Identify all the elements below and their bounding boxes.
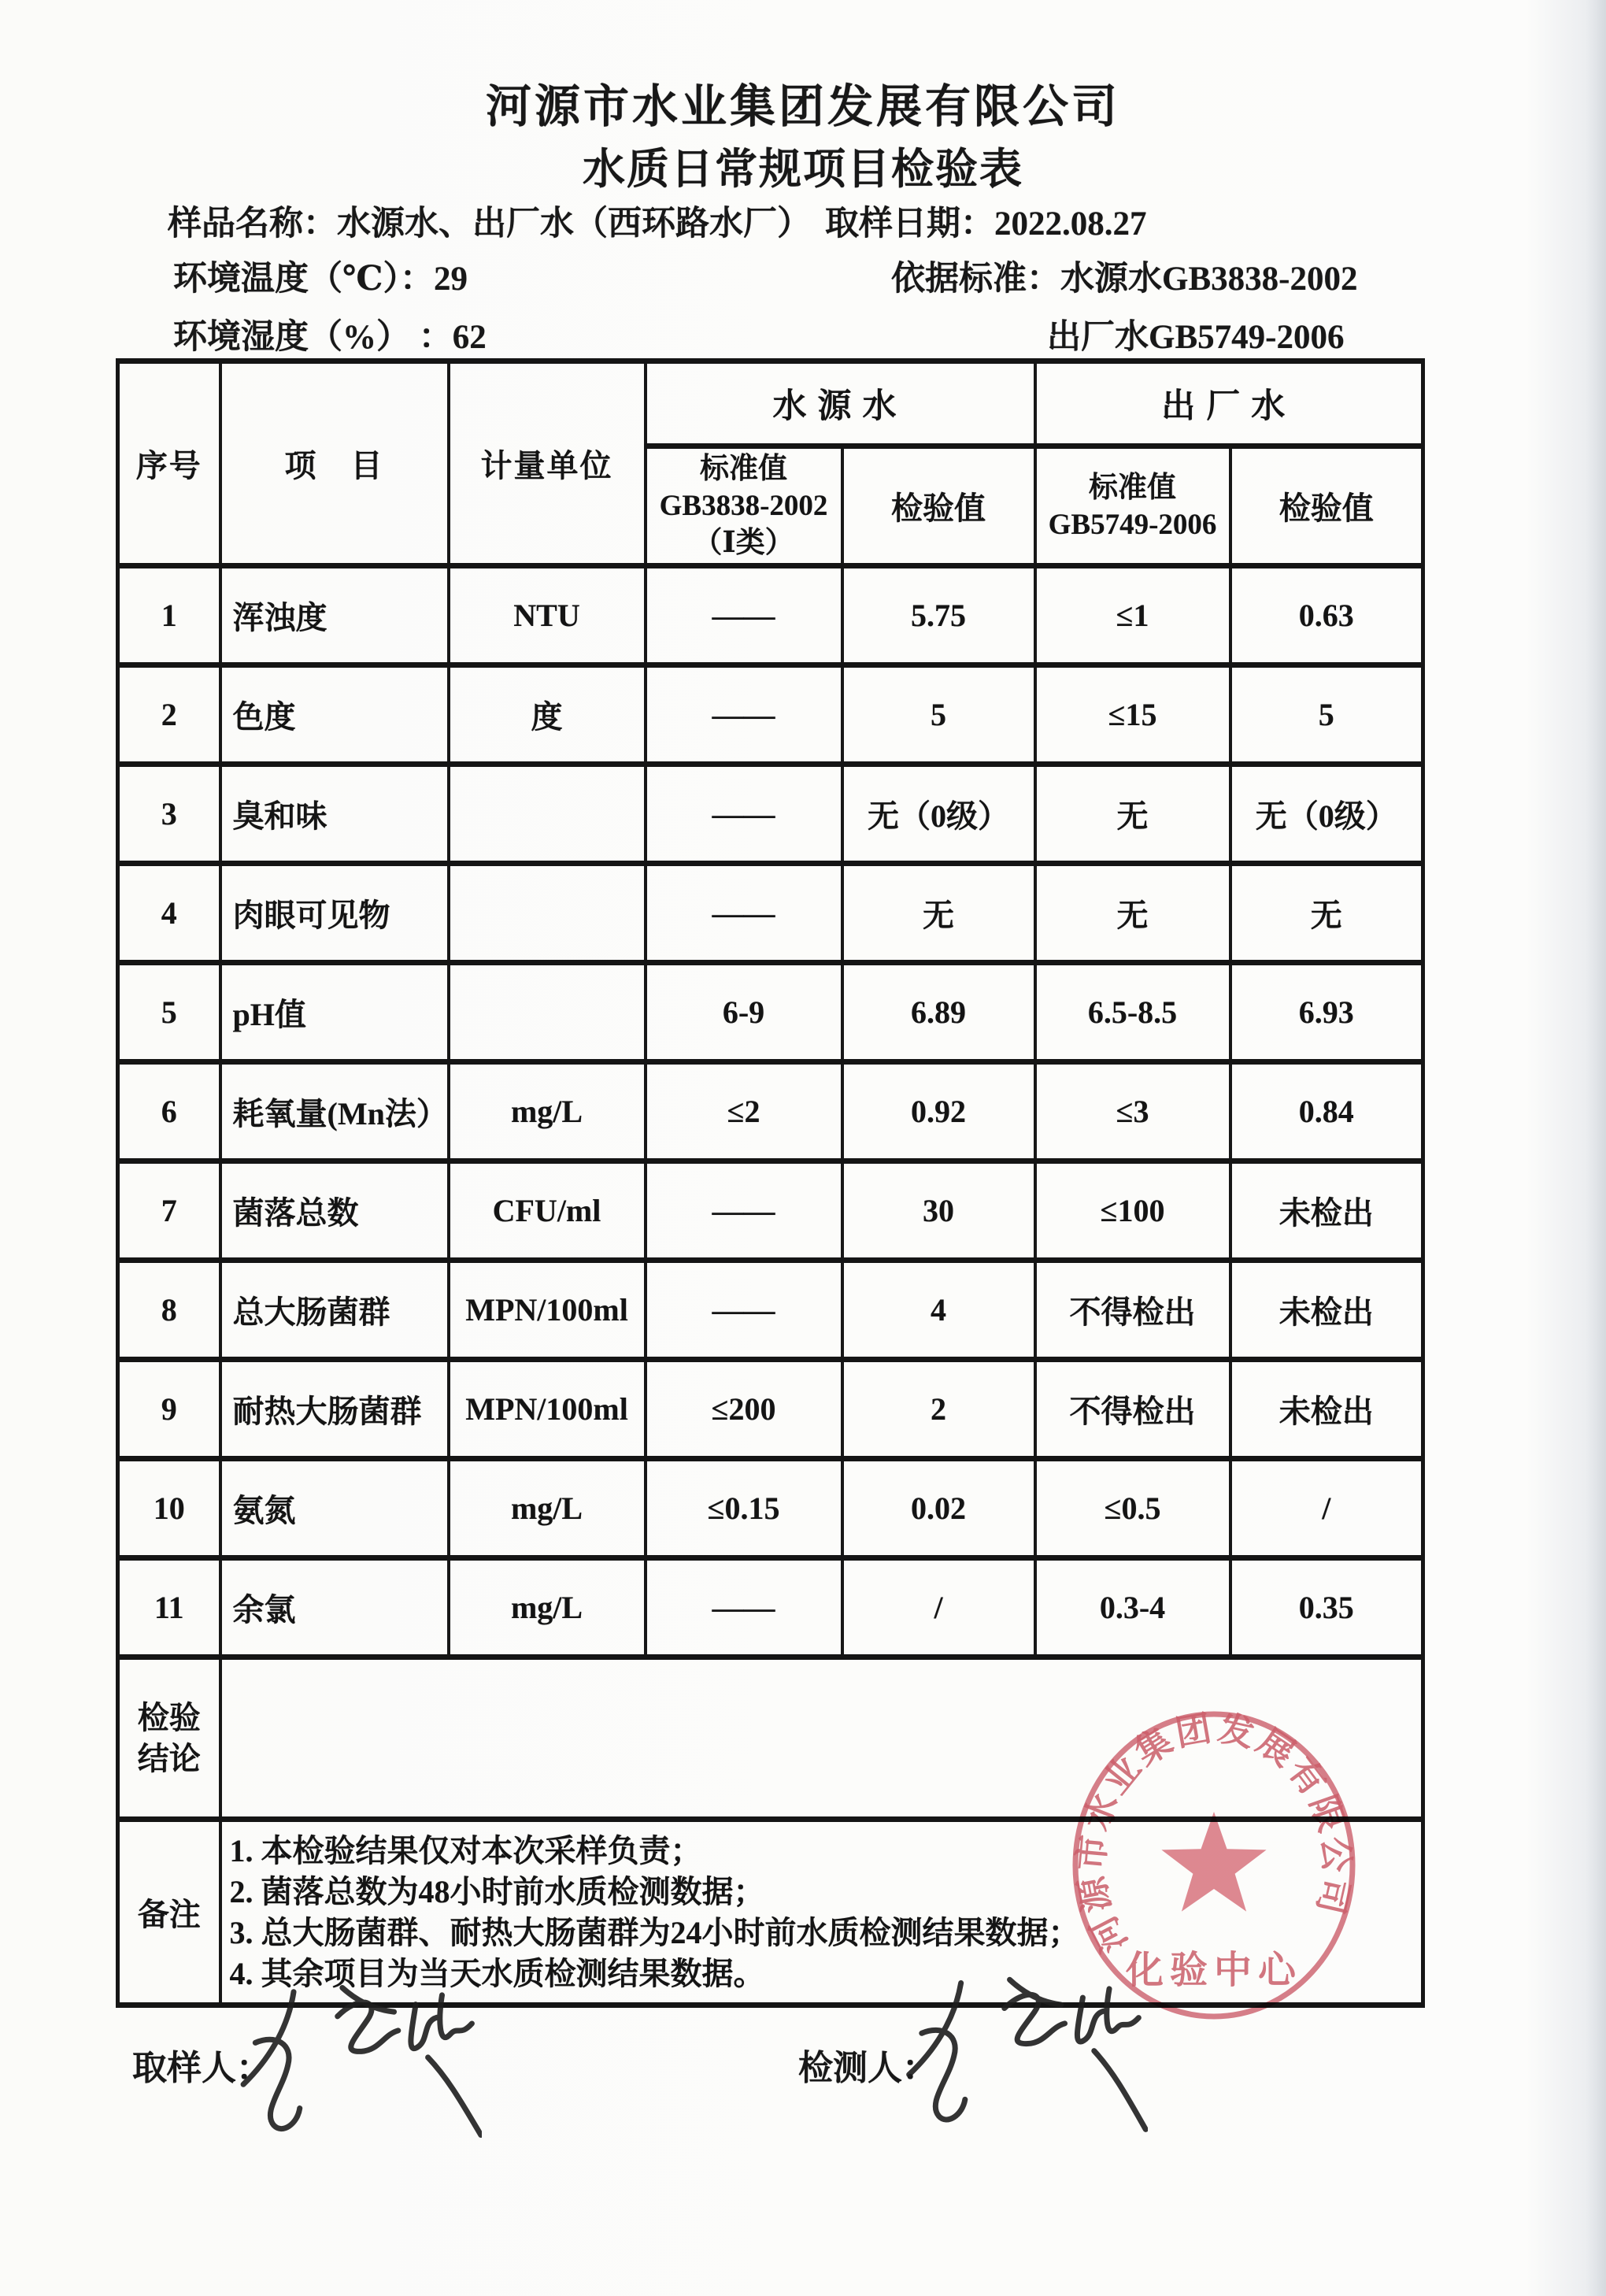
standard-class-label: （Ⅰ类）	[693, 527, 794, 559]
row-no: 10	[118, 1459, 220, 1558]
table-header-row-1	[118, 361, 1423, 446]
row-item: 耐热大肠菌群	[220, 1360, 449, 1459]
row-std-source: ——	[646, 1161, 842, 1261]
row-unit: CFU/ml	[449, 1161, 646, 1261]
row-std-source: ——	[646, 1261, 842, 1360]
table-row	[118, 1261, 1423, 1360]
row-unit: mg/L	[449, 1459, 646, 1558]
row-val-source: 2	[842, 1360, 1035, 1459]
standard-value-label: 标准值	[700, 453, 787, 485]
row-no: 6	[118, 1062, 220, 1161]
table-row	[118, 1062, 1423, 1161]
conclusion-label-line1: 检验	[137, 1699, 201, 1735]
sample-date-label: 取样日期：2022.08.27	[825, 206, 1147, 243]
row-std-source: ——	[646, 1558, 842, 1657]
row-std-source: ≤0.15	[646, 1459, 842, 1558]
standard-value-label: 标准值	[1089, 471, 1176, 504]
row-no: 7	[118, 1161, 220, 1261]
row-val-source: 0.02	[842, 1459, 1035, 1558]
header-outflow-water: 出厂水	[1035, 361, 1423, 446]
row-val-source: 5	[842, 665, 1035, 765]
standard-code-gb5749: GB5749-2006	[1048, 508, 1217, 541]
row-unit: 度	[449, 665, 646, 765]
row-val-outflow: 未检出	[1230, 1360, 1423, 1459]
basis-standard-label: 依据标准：水源水GB3838-2002	[891, 261, 1358, 298]
header-standard-outflow	[1035, 446, 1230, 566]
tester-label: 检测人：	[798, 2049, 937, 2087]
row-val-outflow: 5	[1230, 665, 1423, 765]
row-val-outflow: 0.63	[1230, 566, 1423, 665]
row-std-source: 6-9	[646, 963, 842, 1062]
header-source-water: 水源水	[646, 361, 1035, 446]
remarks-label: 备注	[118, 1820, 220, 2005]
row-no: 8	[118, 1261, 220, 1360]
row-unit: NTU	[449, 566, 646, 665]
row-item: 总大肠菌群	[220, 1261, 449, 1360]
row-unit	[449, 864, 646, 963]
row-unit: mg/L	[449, 1062, 646, 1161]
row-val-outflow: 0.35	[1230, 1558, 1423, 1657]
header-unit: 计量单位	[449, 361, 646, 566]
table-row	[118, 1459, 1423, 1558]
table-row	[118, 665, 1423, 765]
header-test-value-outflow: 检验值	[1230, 446, 1423, 566]
table-row	[118, 1360, 1423, 1459]
row-std-outflow: 不得检出	[1035, 1261, 1230, 1360]
row-item: 氨氮	[220, 1459, 449, 1558]
row-std-outflow: ≤1	[1035, 566, 1230, 665]
sampler-label: 取样人：	[132, 2049, 271, 2087]
row-std-source: ——	[646, 864, 842, 963]
sample-name-label: 样品名称：水源水、出厂水（西环路水厂）	[168, 206, 811, 243]
header-test-value-source: 检验值	[842, 446, 1035, 566]
table-row	[118, 864, 1423, 963]
table-row	[118, 1558, 1423, 1657]
row-unit: MPN/100ml	[449, 1261, 646, 1360]
remarks-line: 2. 菌落总数为48小时前水质检测数据；	[229, 1873, 765, 1909]
row-item: pH值	[220, 963, 449, 1062]
remarks-line: 1. 本检验结果仅对本次采样负责；	[229, 1832, 702, 1868]
row-item: 耗氧量(Mn法）	[220, 1062, 449, 1161]
row-std-outflow: 6.5-8.5	[1035, 963, 1230, 1062]
row-unit	[449, 765, 646, 864]
row-no: 2	[118, 665, 220, 765]
row-val-source: 无（0级）	[842, 765, 1035, 864]
row-val-outflow: 未检出	[1230, 1161, 1423, 1261]
row-val-source: 4	[842, 1261, 1035, 1360]
env-temperature-label: 环境温度（℃）：29	[173, 261, 468, 298]
row-val-source: 0.92	[842, 1062, 1035, 1161]
stamp-arc-text: 河源市水业集团发展有限公司	[1071, 1708, 1357, 1959]
row-val-outflow: /	[1230, 1459, 1423, 1558]
row-std-outflow: 0.3-4	[1035, 1558, 1230, 1657]
row-std-outflow: ≤15	[1035, 665, 1230, 765]
table-row	[118, 566, 1423, 665]
star-icon	[1161, 1812, 1266, 1912]
row-val-outflow: 无（0级）	[1230, 765, 1423, 864]
standard-code-gb3838: GB3838-2002	[659, 490, 828, 522]
row-val-outflow: 6.93	[1230, 963, 1423, 1062]
row-no: 1	[118, 566, 220, 665]
row-item: 臭和味	[220, 765, 449, 864]
row-no: 4	[118, 864, 220, 963]
header-standard-source	[646, 446, 842, 566]
row-val-source: /	[842, 1558, 1035, 1657]
row-item: 菌落总数	[220, 1161, 449, 1261]
table-row	[118, 963, 1423, 1062]
row-no: 3	[118, 765, 220, 864]
document-title: 水质日常规项目检验表	[583, 146, 1023, 193]
row-val-outflow: 未检出	[1230, 1261, 1423, 1360]
header-item: 项 目	[220, 361, 449, 566]
row-std-source: ——	[646, 665, 842, 765]
row-val-source: 30	[842, 1161, 1035, 1261]
remarks-line: 3. 总大肠菌群、耐热大肠菌群为24小时前水质检测结果数据；	[229, 1914, 1080, 1950]
row-item: 浑浊度	[220, 566, 449, 665]
remarks-line: 4. 其余项目为当天水质检测结果数据。	[229, 1955, 765, 1991]
row-val-source: 无	[842, 864, 1035, 963]
row-std-outflow: 无	[1035, 864, 1230, 963]
row-std-outflow: ≤100	[1035, 1161, 1230, 1261]
conclusion-label	[118, 1657, 220, 1820]
company-name: 河源市水业集团发展有限公司	[485, 81, 1120, 132]
outflow-standard-label: 出厂水GB5749-2006	[1047, 319, 1345, 356]
row-unit: MPN/100ml	[449, 1360, 646, 1459]
row-std-source: ——	[646, 566, 842, 665]
row-val-source: 5.75	[842, 566, 1035, 665]
table-row	[118, 765, 1423, 864]
row-val-outflow: 无	[1230, 864, 1423, 963]
row-val-source: 6.89	[842, 963, 1035, 1062]
scan-edge-shade	[1586, 0, 1606, 2296]
header-no: 序号	[118, 361, 220, 566]
row-val-outflow: 0.84	[1230, 1062, 1423, 1161]
conclusion-label-line2: 结论	[137, 1740, 201, 1776]
tester-signature	[888, 1967, 1148, 2148]
row-item: 余氯	[220, 1558, 449, 1657]
row-unit: mg/L	[449, 1558, 646, 1657]
row-std-source: ——	[646, 765, 842, 864]
row-std-outflow: ≤3	[1035, 1062, 1230, 1161]
sampler-signature	[222, 1975, 482, 2156]
row-std-source: ≤2	[646, 1062, 842, 1161]
row-item: 肉眼可见物	[220, 864, 449, 963]
row-std-source: ≤200	[646, 1360, 842, 1459]
row-no: 11	[118, 1558, 220, 1657]
row-std-outflow: 无	[1035, 765, 1230, 864]
row-no: 9	[118, 1360, 220, 1459]
row-unit	[449, 963, 646, 1062]
row-std-outflow: ≤0.5	[1035, 1459, 1230, 1558]
row-std-outflow: 不得检出	[1035, 1360, 1230, 1459]
stamp-center-text: 化验中心	[1125, 1950, 1303, 1991]
row-no: 5	[118, 963, 220, 1062]
table-row	[118, 1161, 1423, 1261]
row-item: 色度	[220, 665, 449, 765]
env-humidity-label: 环境湿度（%） ：62	[173, 319, 487, 356]
